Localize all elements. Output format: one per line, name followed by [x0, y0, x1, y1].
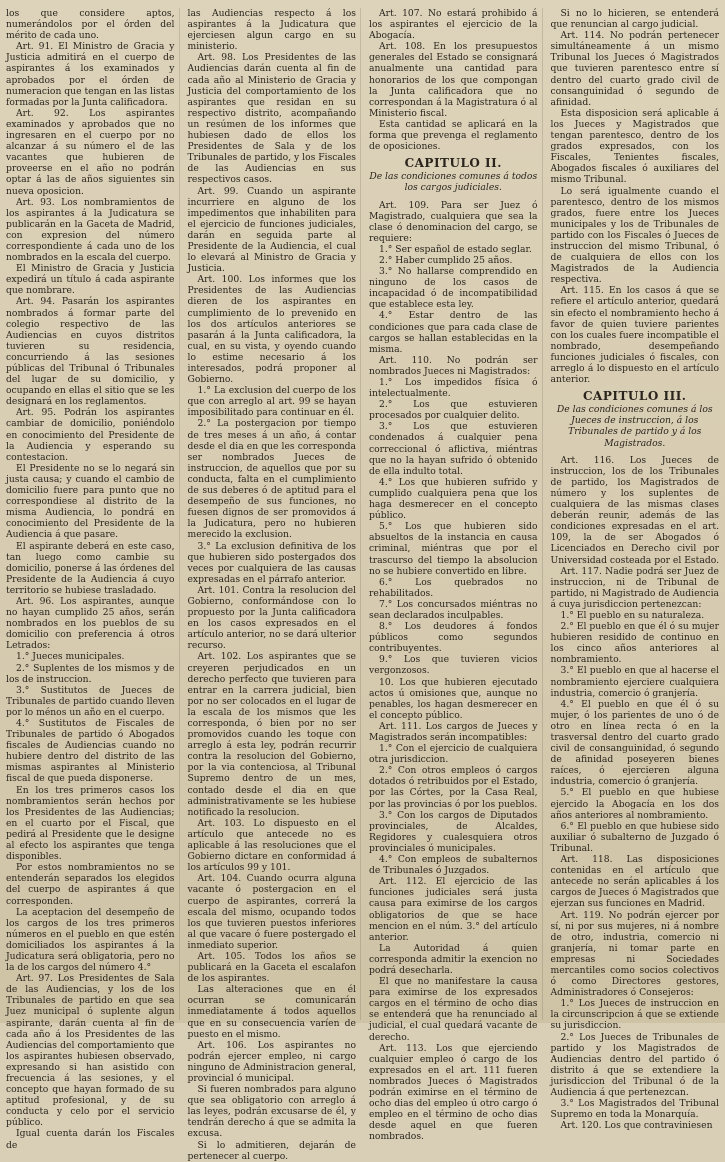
paragraph: Art. 100. Los informes que los Presidentes de las Audiencias dieren de los aspirantes en cumplimiento de lo prevenido en los dos artículos anteriores se pasarán á la Junta calificadora, la cual, en su vista, y oyendo cuando lo estime necesario á los interesados, podrá proponer al Gobierno.: [187, 274, 356, 386]
paragraph: Art. 103. Lo dispuesto en el artículo que antecede no es aplicable á las resoluciones que el Gobierno dictare en conformidad á los artículos 99 y 101.: [187, 817, 356, 874]
paragraph: las Audiencias respecto á los aspirantes á la Judicatura que ejerciesen algun cargo en su ministerio.: [187, 8, 356, 53]
paragraph: Esta disposicion será aplicable á los Jueces y Magistrados que tengan parentesco, dentro de los grados expresados, con los Fiscales, Tenientes fiscales, Abogados fiscales ó auxiliares del mismo Tribunal.: [550, 107, 719, 186]
paragraph: 2.° Con otros empleos ó cargos dotados ó retribuidos por el Estado, por las Córtes, por la Casa Real, por las provincias ó por los pueblos.: [369, 765, 538, 810]
paragraph: El aspirante deberá en este caso, tan luego como cambie su domicilio, ponerse á las órdenes del Presidente de la Audiencia á cuyo territorio se hubiese trasladado.: [6, 540, 175, 596]
paragraph: Art. 96. Los aspirantes, aunque no hayan cumplido 25 años, serán nombrados en los pueblos de su domicilio con preferencia á otros Letrados:: [6, 595, 175, 652]
paragraph: Art. 94. Pasarán los aspirantes nombrados á formar parte del colegio respectivo de las Audiencias en cuyos distritos tuvieren su residencia, concurriendo á las sesiones públicas del Tribunal ó Tribunales del lugar de su domicilio, y ocupando en ellas el sitio que se les designará en los reglamentos.: [6, 296, 175, 408]
chapter-subtitle: De las condiciones comunes á todos los cargos judiciales.: [369, 171, 538, 194]
paragraph: Por estos nombramientos no se entenderán separados los elegidos del cuerpo de aspirantes á que corresponden.: [6, 862, 175, 907]
paragraph: Si fueren nombrados para alguno que sea obligatorio con arreglo á las leyes, podrán excusarse de él, y tendrán derecho á que se admita la excusa.: [187, 1084, 356, 1140]
paragraph: En los tres primeros casos los nombramientos serán hechos por los Presidentes de las Audiencias; en el cuarto por el Fiscal, que pedirá al Presidente que le designe al efecto los aspirantes que tenga disponibles.: [6, 784, 175, 863]
paragraph: 6.° El pueblo en que hubiese sido auxiliar ó subalterno de Juzgado ó Tribunal.: [550, 820, 719, 854]
paragraph: 3.° La exclusion definitiva de los que hubieren sido postergados dos veces por cualquiera de las causas expresadas en el párrafo anterior.: [187, 540, 356, 585]
paragraph: Art. 109. Para ser Juez ó Magistrado, cualquiera que sea la clase ó denominacion del cargo, se requiere:: [369, 199, 538, 244]
paragraph: Lo será igualmente cuando el parentesco, dentro de los mismos grados, fuere entre los Jueces municipales y los de Tribunales de partido con los Fiscales ó Jueces de instruccion del mismo Tribunal, ó de cualquiera de ellos con los Magistrados de la Audiencia respectiva.: [550, 185, 719, 286]
paragraph: Art. 93. Los nombramientos de los aspirantes á la Judicatura se publicarán en la Gaceta de Madrid, con expresion del número correspondiente á cada uno de los nombrados en la escala del cuerpo.: [6, 196, 175, 264]
paragraph: Art. 110. No podrán ser nombrados Jueces ni Magistrados:: [369, 354, 538, 377]
paragraph: Las alteraciones que en él ocurran se comunicarán inmediatamente á todos aquellos que en su consecuencia varíen de puesto en el mismo.: [187, 984, 356, 1040]
paragraph: Art. 97. Los Presidentes de Sala de las Audiencias, y los de los Tribunales de partido en que sea Juez municipal ó suplente algun aspirante, darán cuenta al fin de cada año á los Presidentes de las Audiencias del comportamiento que los aspirantes hubiesen observado, expresando si han asistido con frecuencia á las sesiones, y el concepto que hayan formado de su aptitud profesional, y de su conducta y celo por el servicio público.: [6, 973, 175, 1129]
paragraph: Art. 117. Nadie podrá ser Juez de instruccion, ni de Tribunal de partido, ni Magistrado de Audiencia á cuya jurisdiccion pertenezcan:: [550, 565, 719, 610]
paragraph: Art. 102. Los aspirantes que se creyeren perjudicados en un derecho perfecto que tuvieren para entrar en la carrera judicial, bien por no ser colocados en el lugar de la escala de los mismos que les corresponda, ó bien por no ser promovidos cuando les toque con arreglo á esta ley, podrán recurrir contra la resolucion del Gobierno, por la via contenciosa, al Tribunal Supremo dentro de un mes, contado desde el dia en que administrativamente se les hubiese notificado la resolucion.: [187, 651, 356, 818]
paragraph: 3.° Con los cargos de Diputados provinciales, de Alcaldes, Regidores y cualesquiera otros provinciales ó municipales.: [369, 809, 538, 854]
paragraph: 5.° Los que hubieren sido absueltos de la instancia en causa criminal, miéntras que por el trascurso del tiempo la absolucion no se hubiere convertido en libre.: [369, 521, 538, 577]
paragraph: 1.° La exclusion del cuerpo de los que con arreglo al art. 99 se hayan imposibilitado para continuar en él.: [187, 385, 356, 419]
paragraph: 3.° No hallarse comprendido en ninguno de los casos de incapacidad ó de incompatibilidad que establece esta ley.: [369, 266, 538, 311]
chapter-subtitle: De las condiciones comunes á los Jueces de instruccion, á los Tribunales de partido y á los Magistrados.: [556, 404, 713, 449]
text-column-1: [6, 8, 180, 1151]
paragraph: 4.° El pueblo en que él ó su mujer, ó los parientes de uno ó de otro en línea recta ó en la trasversal dentro del cuarto grado civil de consanguinidad, ó segundo de afinidad poseyeren bienes raíces, ó ejercieren alguna industria, comercio ó granjería.: [550, 698, 719, 788]
paragraph: 3.° Los Magistrados del Tribunal Supremo en toda la Monarquía.: [550, 1098, 719, 1121]
text-column-3: [369, 8, 543, 1143]
paragraph: 4.° Con empleos de subalternos de Tribunales ó Juzgados.: [369, 854, 538, 877]
paragraph: Si no lo hicieren, se entenderá que renuncian al cargo judicial.: [550, 8, 719, 31]
paragraph: 1.° Los Jueces de instruccion en la circunscripcion á que se extiende su jurisdiccion.: [550, 998, 719, 1032]
paragraph: El que no manifestare la causa para eximirse de los expresados cargos en el término de ocho dias se entenderá que ha renunciado al judicial, el cual quedará vacante de derecho.: [369, 976, 538, 1043]
paragraph: 8.° Los deudores á fondos públicos como segundos contribuyentes.: [369, 621, 538, 655]
paragraph: Art. 118. Las disposiciones contenidas en el artículo que antecede no serán aplicables á los cargos de Jueces ó Magistrados que ejerzan sus funciones en Madrid.: [550, 854, 719, 910]
paragraph: 1.° Los impedidos física ó intelectualmente.: [369, 377, 538, 400]
paragraph: 1.° Con el ejercicio de cualquiera otra jurisdiccion.: [369, 743, 538, 766]
text-column-4: [550, 8, 720, 1132]
paragraph: 2.° Los que estuvieren procesados por cualquier delito.: [369, 399, 538, 422]
paragraph: Art. 106. Los aspirantes no podrán ejercer empleo, ni cargo ninguno de Administracion general, provincial ó municipal.: [187, 1039, 356, 1084]
paragraph: Art. 112. El ejercicio de las funciones judiciales será justa causa para eximirse de los cargos obligatorios de que se hace mencion en el núm. 3.° del artículo anterior.: [369, 876, 538, 943]
paragraph: 3.° Sustitutos de Jueces de Tribunales de partido cuando lleven por lo ménos un año en el cuerpo.: [6, 684, 175, 718]
paragraph: 1.° Ser español de estado seglar.: [379, 243, 532, 255]
paragraph: Art. 101. Contra la resolucion del Gobierno, conformándose con lo propuesto por la Junta calificadora en los casos expresados en el artículo anterior, no se dará ulterior recurso.: [187, 584, 356, 652]
paragraph: Art. 119. No podrán ejercer por sí, ni por sus mujeres, ni á nombre de otro, industria, comercio ni granjería, ni tomar parte en empresas ni Sociedades mercantiles como socios colectivos ó como Directores gestores, Administradores ó Consejeros:: [550, 909, 719, 999]
paragraph: 2.° Suplentes de los mismos y de los de instruccion.: [6, 662, 175, 685]
paragraph: Art. 105. Todos los años se publicará en la Gaceta el escalafon de los aspirantes.: [187, 950, 356, 985]
paragraph: El Presidente no se lo negará sin justa causa; y cuando el cambio de domicilio fuere para punto que no correspondiese al distrito de la misma Audiencia, lo pondrá en conocimiento del Presidente de la Audiencia á que pasare.: [6, 462, 175, 541]
paragraph: Art. 92. Los aspirantes examinados y aprobados que no ingresaren en el cuerpo por no alcanzar á su número el de las vacantes que hubieren de proveerse en el año no podrán optar á las de años siguientes sin nueva oposicion.: [6, 107, 175, 197]
chapter-heading: CAPITULO II.: [404, 156, 502, 171]
paragraph: Art. 114. No podrán pertenecer simultáneamente á un mismo Tribunal los Jueces ó Magistrados que tuvieren parentesco entre sí dentro del cuarto grado civil de consanguinidad ó segundo de afinidad.: [550, 30, 719, 108]
paragraph: 3.° Los que estuvieren condenados á cualquier pena correccional ó aflictiva, miéntras que no la hayan sufrido ó obtenido de ella indulto total.: [369, 421, 538, 477]
paragraph: Si lo admitieren, dejarán de pertenecer al cuerpo.: [187, 1139, 356, 1162]
paragraph: 5.° El pueblo en que hubiese ejercido la Abogacía en los dos años anteriores al nombramiento.: [550, 787, 719, 821]
paragraph: 3.° El pueblo en que al hacerse el nombramiento ejerciere cualquiera industria, comercio ó granjería.: [550, 665, 719, 699]
paragraph: Art. 116. Los Jueces de instruccion, los de los Tribunales de partido, los Magistrados de número y los suplentes de cualquiera de las mismas clases deberán reunir, además de las condiciones expresadas en el art. 109, la de ser Abogados ó Licenciados en Derecho civil por Universidad costeada por el Estado.: [550, 454, 719, 566]
chapter-heading: CAPITULO III.: [583, 389, 687, 404]
paragraph: 4.° Los que hubieren sufrido y cumplido cualquiera pena que los haga desmerecer en el concepto público.: [369, 476, 538, 522]
paragraph: 2.° Los Jueces de Tribunales de partido y los Magistrados de Audiencias dentro del partido ó distrito á que se extendiere la jurisdiccion del Tribunal ó de la Audiencia á que pertenezcan.: [550, 1031, 719, 1098]
paragraph: Art. 108. En los presupuestos generales del Estado se consignará anualmente una cantidad para honorarios de los que compongan la Junta calificadora que no correspondan á la Magistratura ó al Ministerio fiscal.: [369, 41, 538, 119]
paragraph: Igual cuenta darán los Fiscales de: [6, 1128, 175, 1151]
paragraph: Art. 99. Cuando un aspirante incurriere en alguno de los impedimentos que inhabiliten para el ejercicio de funciones judiciales, darán en seguida parte al Presidente de la Audiencia, el cual lo elevará al Ministro de Gracia y Justicia.: [187, 185, 356, 275]
paragraph: 1.° El pueblo en su naturaleza.: [560, 609, 705, 621]
paragraph: Art. 113. Los que ejerciendo cualquier empleo ó cargo de los expresados en el art. 111 fueren nombrados Jueces ó Magistrados podrán eximirse en el término de ocho dias del empleo ú otro cargo ó empleo en el término de ocho dias desde aquel en que fueren nombrados.: [369, 1042, 538, 1143]
paragraph: 1.° Jueces municipales.: [16, 651, 125, 663]
paragraph: Art. 107. No estará prohibido á los aspirantes el ejercicio de la Abogacía.: [369, 8, 538, 42]
paragraph: 10. Los que hubieren ejecutado actos ú omisiones que, aunque no penables, los hagan desmerecer en el concepto público.: [369, 676, 538, 721]
paragraph: 4.° Sustitutos de Fiscales de Tribunales de partido ó Abogados fiscales de Audiencias cuando no hubiere dentro del distrito de las mismas aspirantes al Ministerio fiscal de que pueda disponerse.: [6, 718, 175, 785]
paragraph: los que considere aptos, numerándolos por el órden del mérito de cada uno.: [6, 8, 175, 42]
paragraph: Art. 111. Los cargos de Jueces y Magistrados serán incompatibles:: [369, 720, 538, 743]
paragraph: 4.° Estar dentro de las condiciones que para cada clase de cargos se hallan establecidas en la misma.: [369, 310, 538, 355]
paragraph: 2.° La postergacion por tiempo de tres meses á un año, á contar desde el dia en que les corresponda ser nombrados Jueces de instruccion, de aquellos que por su conducta, falta en el cumplimiento de sus deberes ó de aptitud para el desempeño de sus funciones, no fuesen dignos de ser promovidos á la Judicatura, pero no hubieren merecido la exclusion.: [187, 418, 356, 541]
paragraph: La aceptacion del desempeño de los cargos de los tres primeros números en el pueblo en que estén domiciliados los aspirantes á la Judicatura será obligatoria, pero no la de los cargos del número 4.°: [6, 906, 175, 974]
paragraph: Art. 95. Podrán los aspirantes cambiar de domicilio, poniéndolo en conocimiento del Presidente de la Audiencia y esperando su contestacion.: [6, 407, 175, 463]
paragraph: 6.° Los quebrados no rehabilitados.: [369, 576, 538, 599]
paragraph: Art. 98. Los Presidentes de las Audiencias darán cuenta al fin de cada año al Ministerio de Gracia y Justicia del comportamiento de los aspirantes que residan en su respectivo distrito, acompañando un resúmen de los informes que hubiesen dado de ellos los Presidentes de Sala y de los Tribunales de partido, y los Fiscales de las Audiencias en sus respectivos casos.: [187, 52, 356, 186]
paragraph: Art. 120. Los que contraviniesen: [560, 1120, 713, 1132]
paragraph: 2.° El pueblo en que él ó su mujer hubieren residido de continuo en los cinco años anteriores al nombramiento.: [550, 621, 719, 666]
paragraph: Art. 91. El Ministro de Gracia y Justicia admitirá en el cuerpo de aspirantes á los examinados y aprobados por el órden de numeracion que tengan en las listas formadas por la Junta calificadora.: [6, 41, 175, 108]
paragraph: 2.° Haber cumplido 25 años.: [379, 254, 513, 266]
paragraph: Art. 104. Cuando ocurra alguna vacante ó postergacion en el cuerpo de aspirantes, correrá la escala del mismo, ocupando todos los que tuvieren puestos inferiores al que vacare ó fuere postergado el inmediato superior.: [187, 873, 356, 951]
text-column-2: [187, 8, 362, 1162]
paragraph: El Ministro de Gracia y Justicia expedirá un título á cada aspirante que nombrare.: [6, 263, 175, 297]
paragraph: 9.° Los que tuvieren vicios vergonzosos.: [369, 654, 538, 677]
paragraph: La Autoridad á quien corresponda admitir la exencion no podrá desecharla.: [369, 942, 538, 976]
paragraph: Art. 115. En los casos á que se refiere el artículo anterior, quedará sin efecto el nombramiento hecho á favor de quien tuviere parientes con los cuales fuere incompatible el nombrado, desempeñando funciones judiciales ó fiscales, con arreglo á lo dispuesto en el artículo anterior.: [550, 285, 719, 386]
paragraph: 7.° Los concursados miéntras no sean declarados inculpables.: [369, 598, 538, 621]
paragraph: Esta cantidad se aplicará en la forma que prevenga el reglamento de oposiciones.: [369, 118, 538, 153]
